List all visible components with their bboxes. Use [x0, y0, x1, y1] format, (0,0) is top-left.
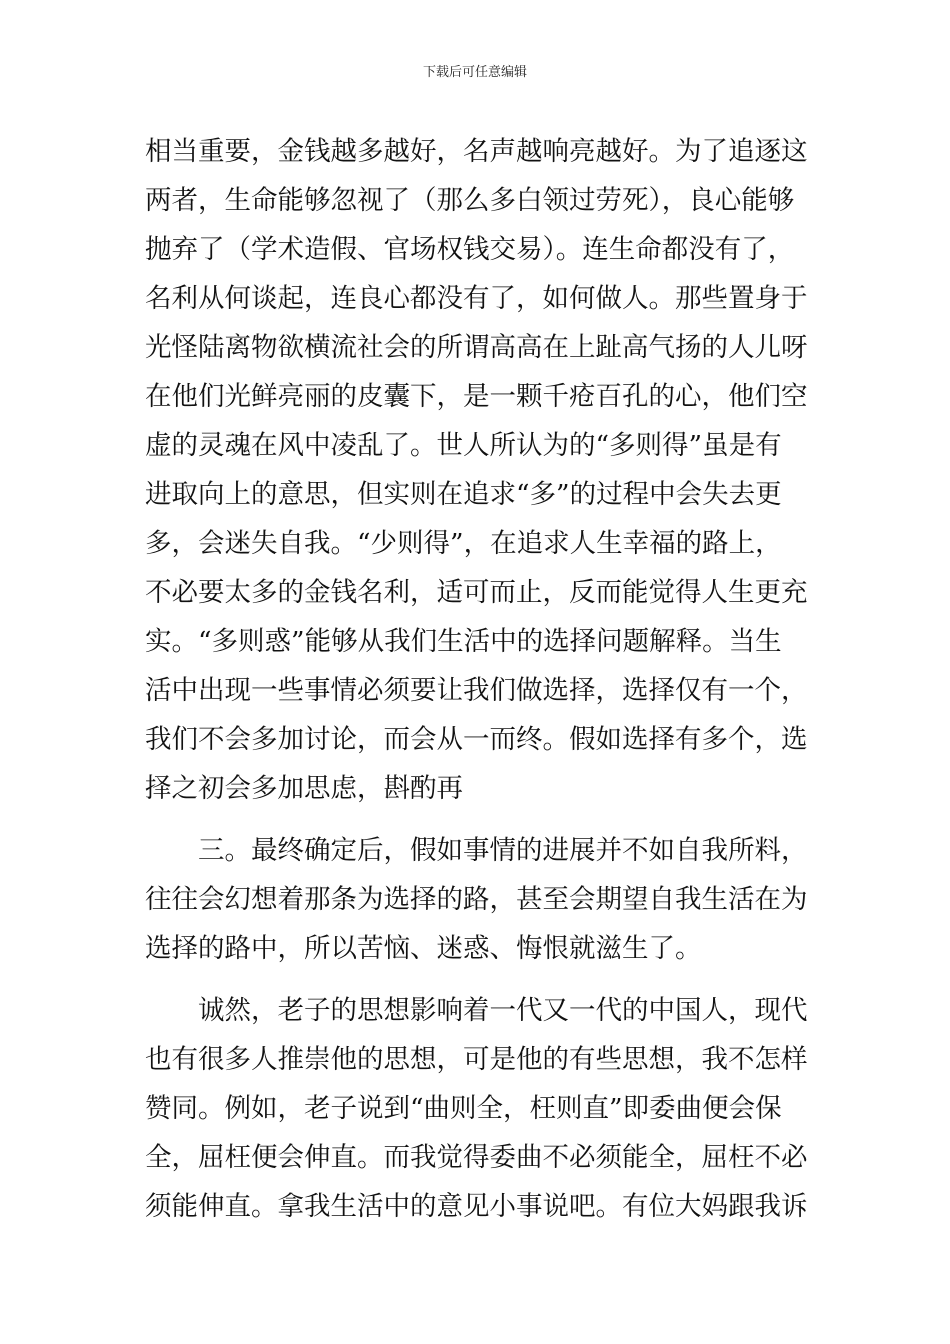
text-line: 选择的路中，所以苦恼、迷惑、悔恨就滋生了。 — [145, 933, 702, 964]
text-line: 实。“多则惑”能够从我们生活中的选择问题解释。当生 — [145, 626, 782, 657]
page-header: 下载后可任意编辑 — [422, 65, 527, 80]
text-line: 往往会幻想着那条为选择的路，甚至会期望自我生活在为 — [145, 884, 808, 915]
text-line: 择之初会多加思虑，斟酌再 — [145, 773, 463, 804]
text-line: 光怪陆离物欲横流社会的所谓高高在上趾高气扬的人儿呀 — [145, 332, 808, 363]
document-body — [145, 127, 809, 1231]
text-line: 两者，生命能够忽视了（那么多白领过劳死），良心能够 — [145, 185, 795, 216]
text-line: 活中出现一些事情必须要让我们做选择，选择仅有一个， — [145, 675, 808, 706]
text-line: 虚的灵魂在风中凌乱了。世人所认为的“多则得”虽是有 — [145, 430, 782, 461]
paragraph-first-line: 三。最终确定后，假如事情的进展并不如自我所料， — [198, 835, 808, 866]
paragraph-gap — [145, 973, 809, 986]
text-line: 须能伸直。拿我生活中的意见小事说吧。有位大妈跟我诉 — [145, 1191, 808, 1222]
text-line: 相当重要，金钱越多越好，名声越响亮越好。为了追逐这 — [145, 136, 808, 167]
text-line: 在他们光鲜亮丽的皮囊下，是一颗千疮百孔的心，他们空 — [145, 381, 808, 412]
text-line: 赞同。例如，老子说到“曲则全，枉则直”即委曲便会保 — [145, 1093, 782, 1124]
text-line: 抛弃了（学术造假、官场权钱交易）。连生命都没有了， — [145, 234, 795, 265]
text-line: 不必要太多的金钱名利，适可而止，反而能觉得人生更充 — [145, 577, 808, 608]
text-line: 也有很多人推崇他的思想，可是他的有些思想，我不怎样 — [145, 1044, 808, 1075]
paragraph-gap — [145, 813, 809, 826]
text-line: 全，屈枉便会伸直。而我觉得委曲不必须能全，屈枉不必 — [145, 1142, 808, 1173]
paragraph-first-line: 诚然，老子的思想影响着一代又一代的中国人，现代 — [198, 995, 808, 1026]
text-line: 我们不会多加讨论，而会从一而终。假如选择有多个，选 — [145, 724, 808, 755]
text-line: 进取向上的意思，但实则在追求“多”的过程中会失去更 — [145, 479, 782, 510]
text-line: 多，会迷失自我。“少则得”，在追求人生幸福的路上， — [145, 528, 782, 559]
text-line: 名利从何谈起，连良心都没有了，如何做人。那些置身于 — [145, 283, 808, 314]
